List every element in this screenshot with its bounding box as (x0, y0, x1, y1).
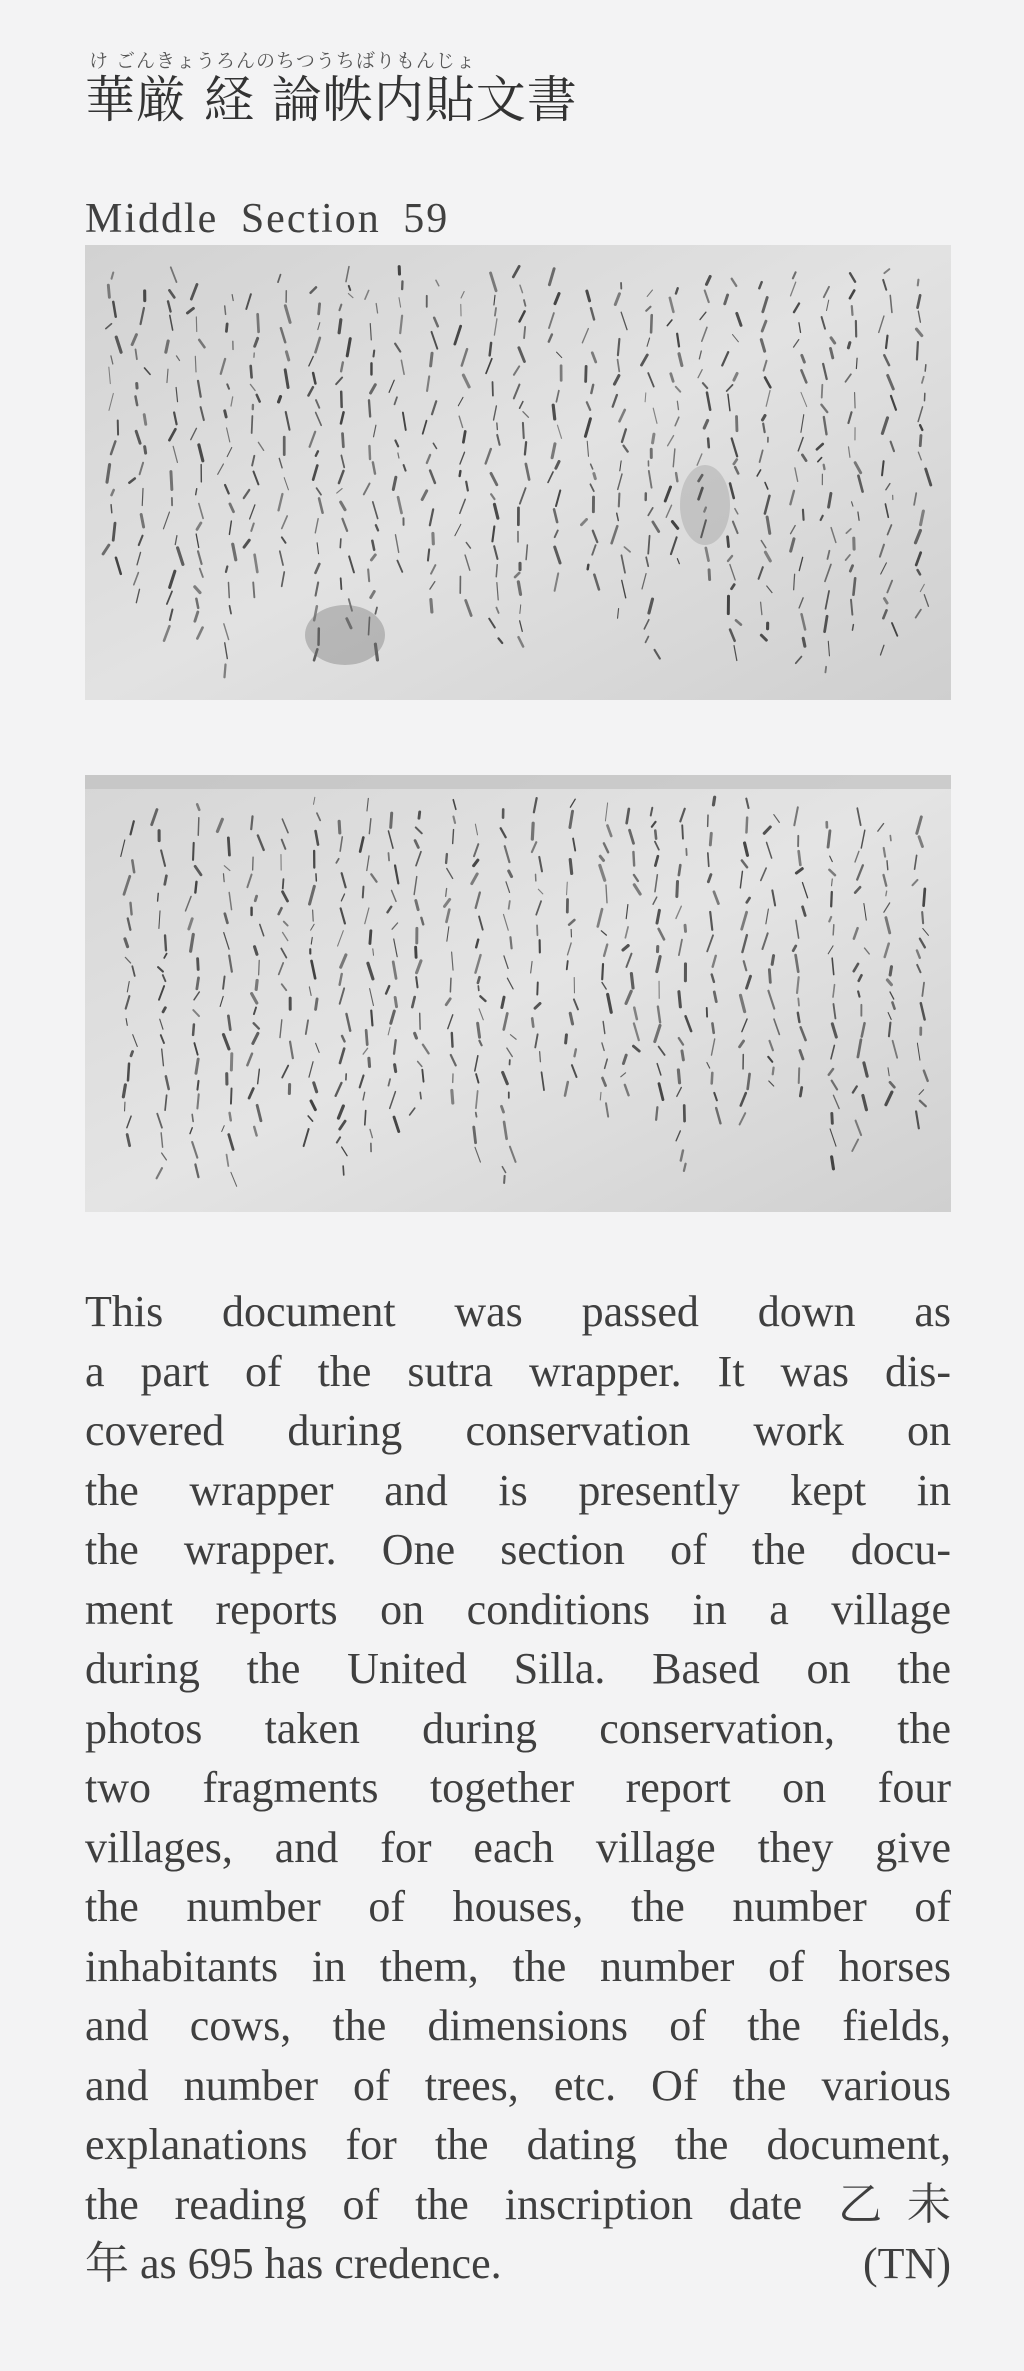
page-title: 華厳 経 論帙内貼文書 (85, 71, 578, 129)
document-photo-1 (85, 245, 951, 700)
body-line: the number of houses, the number of (85, 1882, 951, 1931)
body-line: ment reports on conditions in a village (85, 1584, 951, 1634)
body-line: during the United Silla. Based on the (85, 1644, 951, 1693)
body-line-final: 年 as 695 has credence. (85, 2239, 502, 2288)
body-line: the reading of the inscription date 乙未 (85, 2179, 951, 2229)
title-block (85, 40, 951, 135)
body-line: the wrapper and is presently kept in (85, 1465, 951, 1515)
page (85, 40, 951, 2288)
section-label: Middle Section 59 (85, 196, 450, 242)
body-line: a part of the sutra wrapper. It was dis- (85, 1346, 951, 1396)
translator-credit: (TN) (863, 2239, 951, 2288)
body-line: covered during conservation work on (85, 1406, 951, 1455)
body-line: the wrapper. One section of the docu- (85, 1525, 951, 1574)
body-line: and cows, the dimensions of the fields, (85, 2001, 951, 2050)
body-last-line (85, 2234, 951, 2294)
body-line: explanations for the dating the document, (85, 2120, 951, 2169)
body-text (85, 1282, 951, 2294)
body-line: photos taken during conservation, the (85, 1703, 951, 1753)
body-line: This document was passed down as (85, 1287, 951, 1336)
body-line: and number of trees, etc. Of the various (85, 2060, 951, 2110)
body-line: villages, and for each village they give (85, 1822, 951, 1872)
title-furigana: け ごんきょうろんのちつうちばりもんじょ (89, 50, 476, 72)
document-photo-2 (85, 775, 951, 1212)
body-line: two fragments together report on four (85, 1763, 951, 1812)
body-line: inhabitants in them, the number of horses (85, 1941, 951, 1991)
